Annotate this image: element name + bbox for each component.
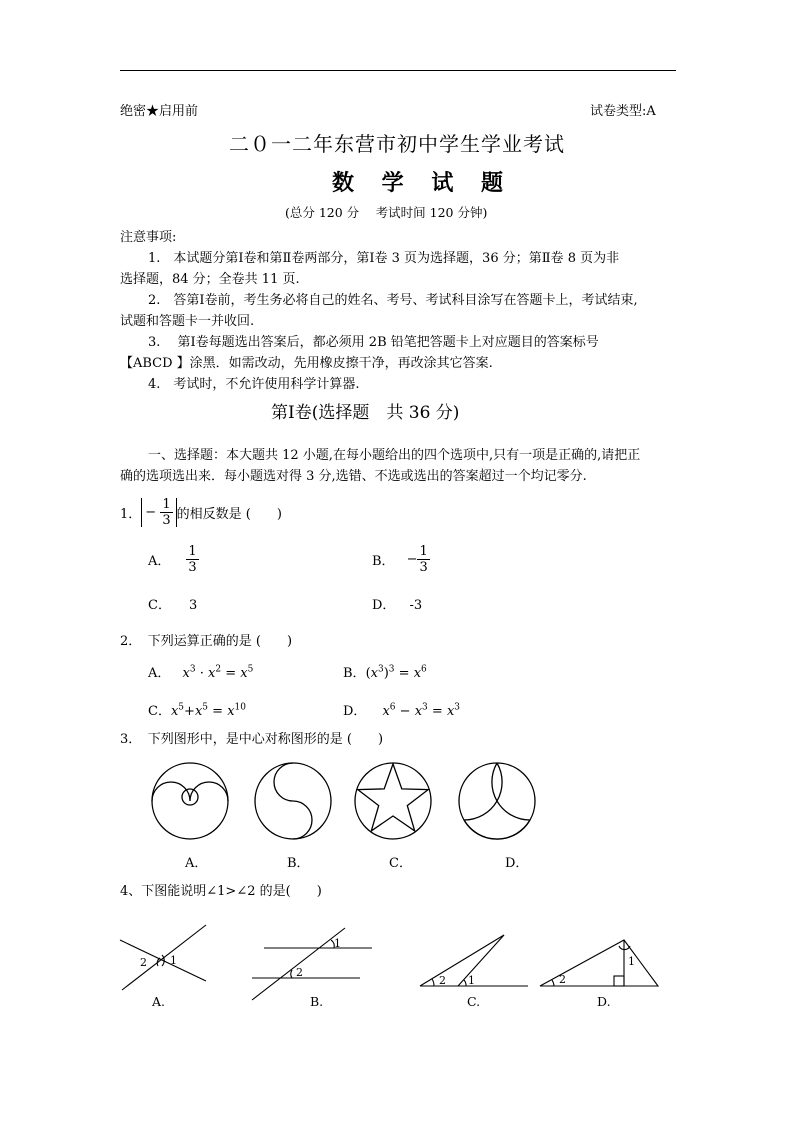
q1-a-num: 1 [188, 544, 197, 559]
q4-figure-b [252, 928, 372, 1000]
subject-title: 数 学 试 题 [332, 170, 513, 196]
q4-a-angle-1: 1 [170, 954, 177, 967]
note-3b: 【ABCD 】涂黑．如需改动，先用橡皮擦干净，再改涂其它答案. [120, 356, 493, 371]
q4-b-angle-1: 1 [334, 937, 341, 950]
q3-label-c: C． [389, 856, 412, 871]
secret-mark: 绝密★启用前 [120, 104, 199, 119]
section-title: 第Ⅰ卷(选择题 共 36 分) [271, 403, 460, 423]
exam-info: (总分 120 分 考试时间 120 分钟) [285, 205, 488, 220]
q4-c-angle-1: 1 [468, 974, 475, 987]
q3-figure-b [255, 763, 331, 839]
q4-label-c: C. [467, 994, 481, 1009]
intro-line-2: 确的选项选出来．每小题选对得 3 分,选错、不选或选出的答案超过一个均记零分. [120, 469, 587, 484]
q2-option-c: C．$x^5+x^5 = x^{10}$ [148, 702, 246, 719]
q4-a-angle-2: 2 [140, 956, 147, 969]
q2-c-label: C． [148, 704, 171, 719]
q1-frac-num: 1 [162, 497, 171, 512]
question-2: 2． 下列运算正确的是 ( ) [120, 634, 293, 649]
notes-heading: 注意事项: [120, 230, 177, 245]
q3-figure-a [152, 763, 228, 839]
q1-c-value: 3 [188, 598, 198, 613]
q1-b-den: 3 [419, 560, 428, 575]
q4-figure-d [540, 940, 658, 986]
note-4: 4. 考试时，不允许使用科学计算器. [148, 377, 360, 392]
q4-d-angle-2: 2 [559, 973, 566, 986]
paper-type: 试卷类型:A [590, 104, 656, 119]
exam-title: 二０一二年东营市初中学生学业考试 [229, 132, 565, 156]
intro-line-1: 一、选择题：本大题共 12 小题,在每小题给出的四个选项中,只有一项是正确的,请把正 [148, 448, 641, 463]
q1-c-label: C． [148, 598, 171, 613]
q2-option-b: B．$(x^3)^3 = x^6$ [343, 664, 427, 681]
q1-b-num: 1 [419, 544, 428, 559]
q1-a-label: A． [148, 554, 171, 569]
q3-label-a: A． [185, 856, 208, 871]
q1-sign: − [145, 505, 157, 520]
question-4: 4、下图能说明∠1>∠2 的是( ) [120, 884, 322, 899]
q2-option-d: D． $x^6 - x^3 = x^3$ [343, 702, 461, 719]
question-3: 3． 下列图形中，是中心对称图形的是 ( ) [120, 732, 384, 747]
q2-b-label: B． [343, 666, 366, 681]
note-2b: 试题和答题卡一并收回. [120, 314, 255, 329]
note-1a: 1. 本试题分第Ⅰ卷和第Ⅱ卷两部分，第Ⅰ卷 3 页为选择题，36 分；第Ⅱ卷 8 页为非 [148, 251, 620, 266]
q2-d-label: D． [343, 704, 367, 719]
q1-d-label: D． [372, 598, 396, 613]
q1-b-label: B． [372, 554, 395, 569]
q1-d-value: -3 [409, 598, 423, 613]
q1-number: 1． [120, 507, 142, 522]
q3-figure-d [459, 763, 535, 839]
q4-d-angle-1: 1 [628, 955, 635, 968]
q1-frac-den: 3 [162, 513, 171, 528]
note-3a: 3. 第Ⅰ卷每题选出答案后，都必须用 2B 铅笔把答题卡上对应题目的答案标号 [148, 335, 599, 350]
q4-figure-a [120, 925, 206, 990]
q1-stem: 的相反数是 ( ) [176, 507, 282, 522]
q3-label-d: D． [505, 856, 529, 871]
q4-label-a: A. [152, 994, 166, 1009]
q4-c-angle-2: 2 [439, 974, 446, 987]
q2-option-a: A． $x^3 \cdot x^2 = x^5$ [148, 664, 254, 681]
q4-label-d: D. [597, 994, 611, 1009]
q3-label-b: B． [287, 856, 310, 871]
note-2a: 2. 答第Ⅰ卷前，考生务必将自己的姓名、考号、考试科目涂写在答题卡上，考试结束, [148, 293, 638, 308]
q1-b-sign: − [406, 552, 418, 567]
q3-figure-c [355, 763, 431, 839]
q1-a-den: 3 [188, 560, 197, 575]
note-1b: 选择题，84 分；全卷共 11 页. [120, 272, 300, 287]
q4-b-angle-2: 2 [296, 966, 303, 979]
q2-a-label: A． [148, 666, 171, 681]
q4-label-b: B. [310, 994, 324, 1009]
